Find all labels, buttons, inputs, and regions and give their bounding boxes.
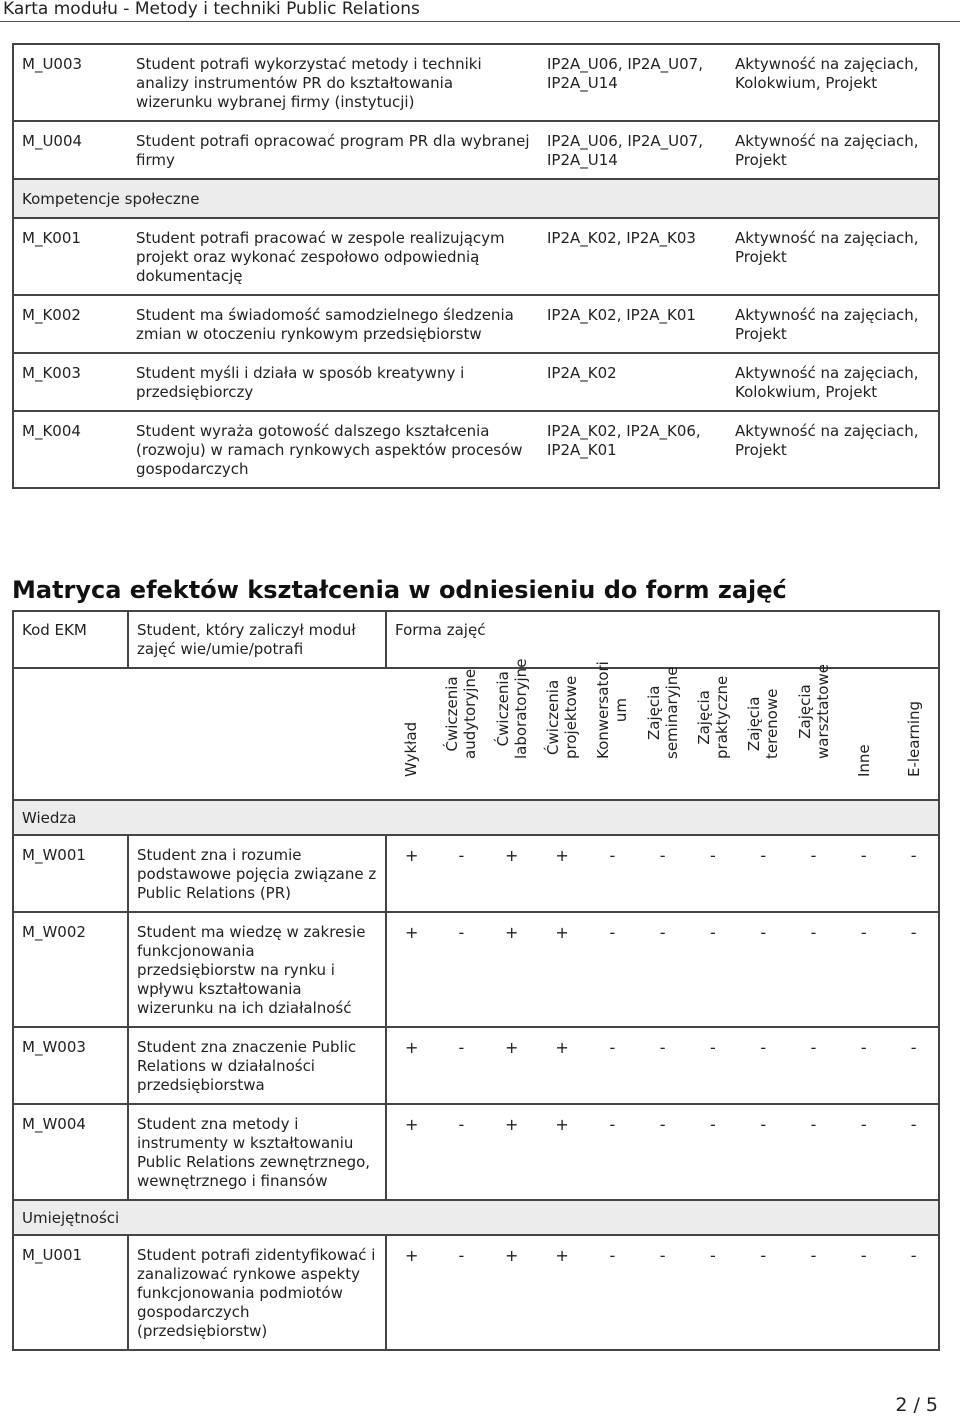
form-mark: - xyxy=(637,835,687,912)
form-label-line: Zajęcia xyxy=(795,684,814,739)
outcome-references: IP2A_U06, IP2A_U07, IP2A_U14 xyxy=(539,44,727,121)
form-label-line: projektowe xyxy=(562,675,581,759)
verification-methods: Aktywność na zajęciach, Kolokwium, Projekt xyxy=(727,44,939,121)
form-mark: - xyxy=(436,1027,486,1104)
outcome-description: Student myśli i działa w sposób kreatywny i przedsiębiorczy xyxy=(128,353,539,411)
section-row xyxy=(13,800,939,835)
form-label xyxy=(796,664,832,759)
form-label-line: audytoryjne xyxy=(461,668,480,759)
form-mark: + xyxy=(537,1235,587,1350)
form-mark: - xyxy=(889,835,939,912)
outcome-references: IP2A_K02, IP2A_K03 xyxy=(539,218,727,295)
form-column-header xyxy=(839,668,889,800)
outcome-row xyxy=(13,218,939,295)
section-title-social: Kompetencje społeczne xyxy=(13,179,939,218)
form-mark: - xyxy=(788,912,838,1027)
form-column-header xyxy=(738,668,788,800)
outcome-row xyxy=(13,44,939,121)
form-mark: - xyxy=(738,1235,788,1350)
form-mark: - xyxy=(788,1027,838,1104)
form-label-line: Zajęcia xyxy=(644,685,663,741)
page-header xyxy=(0,0,960,22)
form-mark: + xyxy=(386,912,436,1027)
form-mark: - xyxy=(889,1027,939,1104)
form-label-line: E-learning xyxy=(904,700,923,777)
form-mark: - xyxy=(788,1235,838,1350)
form-column-header xyxy=(386,668,436,800)
form-label-line: praktyczne xyxy=(712,675,731,759)
form-column-header xyxy=(587,661,637,800)
form-label-line: Zajęcia xyxy=(694,690,713,745)
form-mark: - xyxy=(738,835,788,912)
outcome-description: Student potrafi pracować w zespole realizującym projekt oraz wykonać zespołowo odpowiednią dokumentację xyxy=(128,218,539,295)
form-label-line: Zajęcia xyxy=(745,696,764,752)
form-mark: + xyxy=(487,835,537,912)
outcome-code: M_W003 xyxy=(13,1027,128,1104)
form-label-line: warsztatowe xyxy=(813,664,832,759)
verification-methods: Aktywność na zajęciach, Projekt xyxy=(727,411,939,488)
outcome-description: Student zna i rozumie podstawowe pojęcia związane z Public Relations (PR) xyxy=(128,835,386,912)
form-mark: + xyxy=(487,912,537,1027)
matrix-row xyxy=(13,835,939,912)
form-mark: + xyxy=(386,835,436,912)
form-mark: - xyxy=(436,1235,486,1350)
outcome-code: M_U004 xyxy=(13,121,128,179)
form-mark: - xyxy=(637,1027,687,1104)
form-label-line: Konwersatori xyxy=(594,661,613,759)
form-label-line: Ćwiczenia xyxy=(493,671,512,747)
form-mark: - xyxy=(688,912,738,1027)
form-label-line: Wykład xyxy=(402,721,421,777)
matrix-heading: Matryca efektów kształcenia w odniesieniu do form zajęć xyxy=(12,576,787,604)
outcome-code: M_W001 xyxy=(13,835,128,912)
form-mark: - xyxy=(839,835,889,912)
form-mark: - xyxy=(688,1027,738,1104)
verification-methods: Aktywność na zajęciach, Kolokwium, Projekt xyxy=(727,353,939,411)
form-label-line: seminaryjne xyxy=(662,666,681,759)
outcome-description: Student ma wiedzę w zakresie funkcjonowania przedsiębiorstw na rynku i wpływu kształtowania wizerunku na ich działalność xyxy=(128,912,386,1027)
form-mark: - xyxy=(839,1235,889,1350)
form-column-header xyxy=(537,668,587,800)
form-mark: - xyxy=(587,1235,637,1350)
form-mark: - xyxy=(637,1104,687,1200)
form-mark: - xyxy=(788,1104,838,1200)
outcome-code: M_K003 xyxy=(13,353,128,411)
form-label-line: Inne xyxy=(854,744,873,777)
outcome-references: IP2A_K02, IP2A_K06, IP2A_K01 xyxy=(539,411,727,488)
col-header-student: Student, który zaliczył moduł zajęć wie/umie/potrafi xyxy=(128,611,386,668)
form-mark: - xyxy=(738,1027,788,1104)
outcome-description: Student zna znaczenie Public Relations w działalności przedsiębiorstwa xyxy=(128,1027,386,1104)
form-mark: + xyxy=(386,1027,436,1104)
matrix-header-row xyxy=(13,611,939,668)
matrix-row xyxy=(13,1027,939,1104)
outcome-code: M_U001 xyxy=(13,1235,128,1350)
outcome-code: M_W004 xyxy=(13,1104,128,1200)
outcome-references: IP2A_K02 xyxy=(539,353,727,411)
matrix-row xyxy=(13,1235,939,1350)
form-mark: - xyxy=(889,912,939,1027)
form-mark: - xyxy=(889,1235,939,1350)
outcomes-matrix-table xyxy=(12,610,940,1351)
form-mark: + xyxy=(537,1104,587,1200)
verification-methods: Aktywność na zajęciach, Projekt xyxy=(727,295,939,353)
form-mark: - xyxy=(587,1027,637,1104)
form-label-line: laboratoryjne xyxy=(511,658,530,759)
form-label xyxy=(594,661,630,759)
outcome-code: M_U003 xyxy=(13,44,128,121)
form-column-header xyxy=(788,664,838,800)
outcome-description: Student potrafi wykorzystać metody i techniki analizy instrumentów PR do kształtowania wizerunku wybranej firmy (instytucji) xyxy=(128,44,539,121)
learning-outcomes-table xyxy=(12,43,940,489)
outcome-references: IP2A_K02, IP2A_K01 xyxy=(539,295,727,353)
form-mark: - xyxy=(587,1104,637,1200)
form-label-line: um xyxy=(612,698,631,723)
outcome-description: Student ma świadomość samodzielnego śledzenia zmian w otoczeniu rynkowym przedsiębiorstw xyxy=(128,295,539,353)
section-row xyxy=(13,179,939,218)
form-mark: - xyxy=(688,835,738,912)
form-column-header xyxy=(637,668,687,800)
form-mark: - xyxy=(688,1235,738,1350)
section-title-skills: Umiejętności xyxy=(13,1200,939,1235)
form-mark: + xyxy=(537,835,587,912)
form-mark: - xyxy=(637,912,687,1027)
form-mark: - xyxy=(788,835,838,912)
form-mark: + xyxy=(537,1027,587,1104)
form-column-header xyxy=(487,658,537,800)
outcome-row xyxy=(13,353,939,411)
form-label xyxy=(402,722,420,777)
verification-methods: Aktywność na zajęciach, Projekt xyxy=(727,121,939,179)
outcome-references: IP2A_U06, IP2A_U07, IP2A_U14 xyxy=(539,121,727,179)
outcome-code: M_K001 xyxy=(13,218,128,295)
col-header-code: Kod EKM xyxy=(13,611,128,668)
form-mark: + xyxy=(487,1104,537,1200)
form-mark: + xyxy=(487,1235,537,1350)
form-label xyxy=(855,744,873,777)
form-column-header xyxy=(436,668,486,800)
verification-methods: Aktywność na zajęciach, Projekt xyxy=(727,218,939,295)
outcome-description: Student wyraża gotowość dalszego kształcenia (rozwoju) w ramach rynkowych aspektów procesów gospodarczych xyxy=(128,411,539,488)
form-mark: + xyxy=(487,1027,537,1104)
outcome-code: M_K002 xyxy=(13,295,128,353)
outcome-description: Student potrafi zidentyfikować i zanalizować rynkowe aspekty funkcjonowania podmiotów gospodarczych (przedsiębiorstw) xyxy=(128,1235,386,1350)
outcome-row xyxy=(13,411,939,488)
form-mark: - xyxy=(436,912,486,1027)
page-number: 2 / 5 xyxy=(895,1394,938,1416)
form-mark: - xyxy=(637,1235,687,1350)
matrix-row xyxy=(13,1104,939,1200)
outcome-code: M_K004 xyxy=(13,411,128,488)
form-mark: - xyxy=(889,1104,939,1200)
form-mark: - xyxy=(738,912,788,1027)
document-title: Karta modułu - Metody i techniki Public Relations xyxy=(3,0,420,19)
form-label xyxy=(745,689,781,759)
form-mark: - xyxy=(839,1027,889,1104)
forms-header-spacer xyxy=(13,668,386,800)
form-mark: + xyxy=(537,912,587,1027)
form-label xyxy=(494,659,530,759)
matrix-row xyxy=(13,912,939,1027)
form-mark: - xyxy=(436,835,486,912)
outcome-code: M_W002 xyxy=(13,912,128,1027)
outcome-row xyxy=(13,121,939,179)
form-label xyxy=(905,701,923,777)
forms-header-row xyxy=(13,668,939,800)
form-mark: - xyxy=(688,1104,738,1200)
form-label-line: terenowe xyxy=(763,688,782,759)
form-mark: + xyxy=(386,1235,436,1350)
form-label-line: Ćwiczenia xyxy=(443,676,462,752)
form-label xyxy=(443,669,479,759)
form-mark: - xyxy=(587,835,637,912)
form-label-line: Ćwiczenia xyxy=(544,679,563,755)
form-mark: + xyxy=(386,1104,436,1200)
outcome-row xyxy=(13,295,939,353)
form-label xyxy=(544,676,580,759)
form-column-header xyxy=(688,668,738,800)
form-mark: - xyxy=(587,912,637,1027)
form-column-header xyxy=(889,668,939,800)
form-mark: - xyxy=(738,1104,788,1200)
outcome-description: Student zna metody i instrumenty w kształtowaniu Public Relations zewnętrznego, wewnętrznego i finansów xyxy=(128,1104,386,1200)
form-mark: - xyxy=(839,1104,889,1200)
outcome-description: Student potrafi opracować program PR dla wybranej firmy xyxy=(128,121,539,179)
col-header-forms: Forma zajęć xyxy=(386,611,939,668)
form-mark: - xyxy=(839,912,889,1027)
form-mark: - xyxy=(436,1104,486,1200)
section-title-knowledge: Wiedza xyxy=(13,800,939,835)
form-label xyxy=(645,667,681,759)
section-row xyxy=(13,1200,939,1235)
form-label xyxy=(695,676,731,759)
